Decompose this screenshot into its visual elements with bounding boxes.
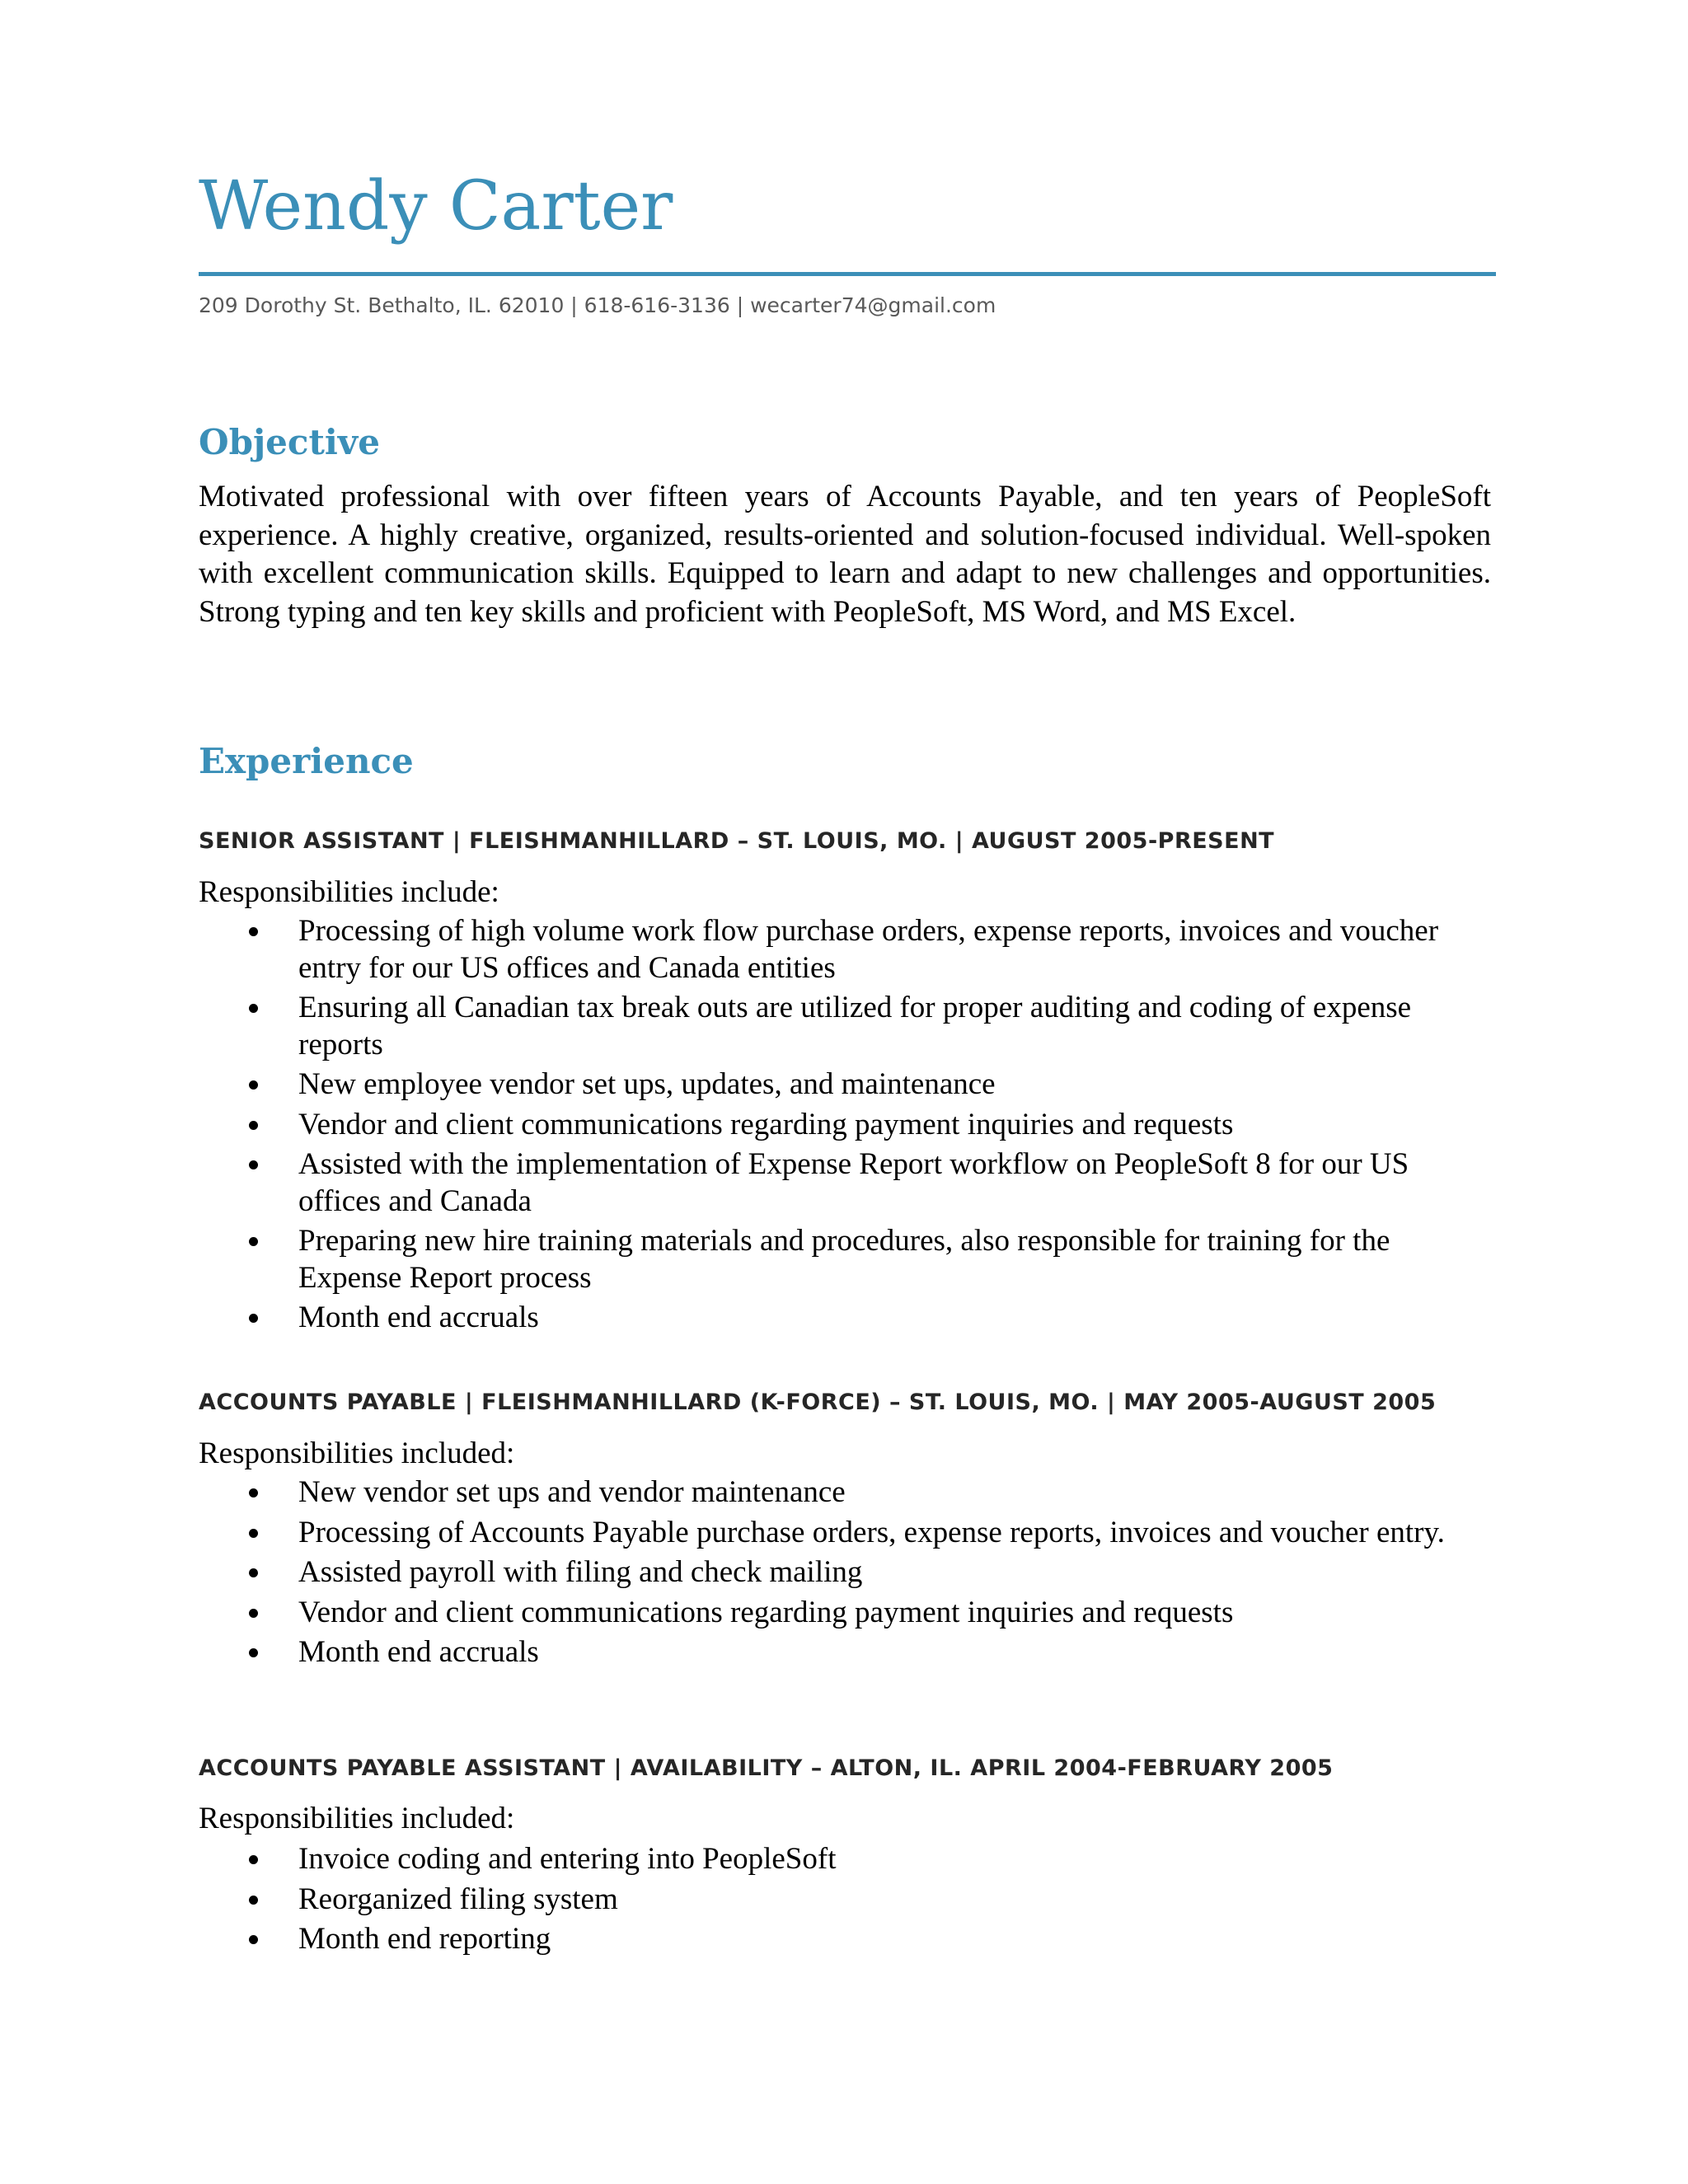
bullet-icon — [249, 1080, 258, 1090]
bullet-icon — [249, 1529, 258, 1538]
list-item: Assisted payroll with filing and check mailing — [199, 1554, 1468, 1591]
bullet-icon — [249, 1648, 258, 1657]
list-item: Month end accruals — [199, 1300, 1468, 1337]
objective-heading: Objective — [199, 422, 380, 462]
list-item: Assisted with the implementation of Expense Report workflow on PeopleSoft 8 for our US offices and Canada — [199, 1146, 1468, 1220]
list-item: Processing of high volume work flow purchase orders, expense reports, invoices and voucher entry for our US offices and Canada entities — [199, 913, 1468, 987]
job-header: ACCOUNTS PAYABLE | FLEISHMANHILLARD (K-FORCE) – ST. LOUIS, MO. | MAY 2005-AUGUST 2005 — [199, 1390, 1437, 1415]
experience-heading: Experience — [199, 741, 414, 781]
bullet-icon — [249, 1314, 258, 1323]
bullet-icon — [249, 1609, 258, 1618]
job-bullet-list — [199, 1841, 1468, 1961]
contact-info: 209 Dorothy St. Bethalto, IL. 62010 | 618-616-3136 | wecarter74@gmail.com — [199, 293, 996, 317]
bullet-icon — [249, 1121, 258, 1130]
list-item: New employee vendor set ups, updates, and maintenance — [199, 1066, 1468, 1104]
bullet-icon — [249, 1004, 258, 1013]
bullet-icon — [249, 927, 258, 936]
job-intro: Responsibilities included: — [199, 1802, 515, 1835]
bullet-icon — [249, 1935, 258, 1944]
list-item: New vendor set ups and vendor maintenance — [199, 1474, 1468, 1511]
list-item: Ensuring all Canadian tax break outs are utilized for proper auditing and coding of expense reports — [199, 990, 1468, 1063]
resume-name: Wendy Carter — [199, 167, 673, 246]
list-item: Invoice coding and entering into PeopleSoft — [199, 1841, 1468, 1878]
job-intro: Responsibilities included: — [199, 1436, 515, 1470]
list-item: Vendor and client communications regarding payment inquiries and requests — [199, 1107, 1468, 1144]
list-item: Vendor and client communications regarding payment inquiries and requests — [199, 1595, 1468, 1632]
job-bullet-list — [199, 913, 1468, 1340]
bullet-icon — [249, 1568, 258, 1577]
objective-text: Motivated professional with over fifteen years of Accounts Payable, and ten years of PeopleSoft experience. A highly creative, organized, results-oriented and solution-focused individual. Well-spoken with excellent communication skills. Equipped to learn and adapt to new challenges and opportunities. Strong typing and ten key skills and proficient with PeopleSoft, MS Word, and MS Excel. — [199, 480, 1491, 629]
list-item: Month end accruals — [199, 1634, 1468, 1671]
list-item: Processing of Accounts Payable purchase orders, expense reports, invoices and voucher entry. — [199, 1515, 1468, 1552]
job-header: SENIOR ASSISTANT | FLEISHMANHILLARD – ST. LOUIS, MO. | AUGUST 2005-PRESENT — [199, 828, 1275, 854]
header-divider — [199, 272, 1496, 276]
job-header: ACCOUNTS PAYABLE ASSISTANT | AVAILABILITY – ALTON, IL. APRIL 2004-FEBRUARY 2005 — [199, 1755, 1334, 1781]
bullet-icon — [249, 1237, 258, 1246]
job-intro: Responsibilities include: — [199, 875, 499, 909]
bullet-icon — [249, 1488, 258, 1497]
list-item: Month end reporting — [199, 1921, 1468, 1958]
bullet-icon — [249, 1896, 258, 1905]
bullet-icon — [249, 1855, 258, 1864]
list-item: Reorganized filing system — [199, 1882, 1468, 1919]
job-bullet-list — [199, 1474, 1468, 1675]
bullet-icon — [249, 1160, 258, 1169]
list-item: Preparing new hire training materials and procedures, also responsible for training for the Expense Report process — [199, 1223, 1468, 1296]
